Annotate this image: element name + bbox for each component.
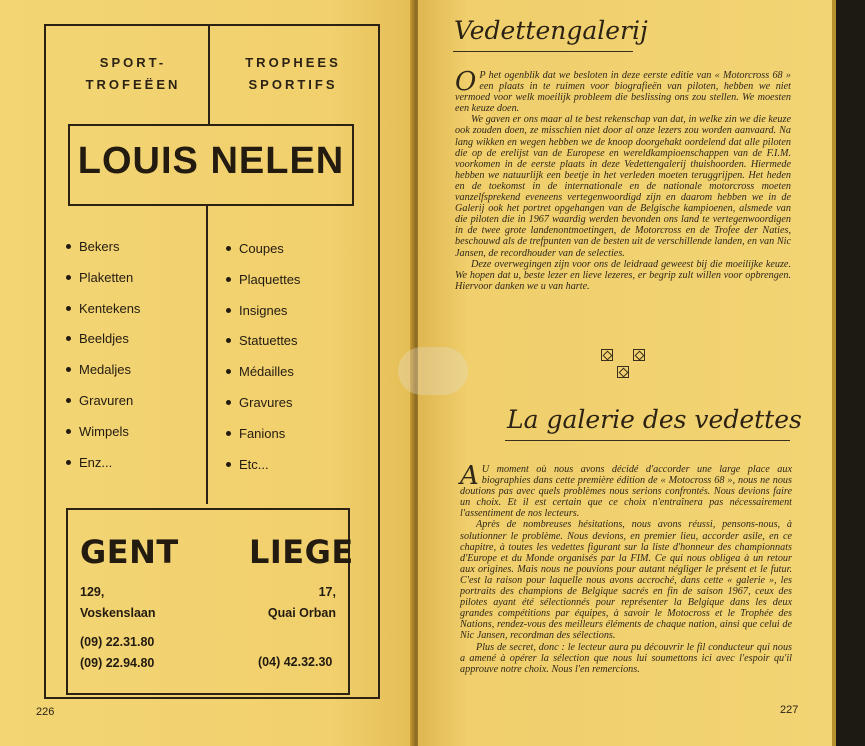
product-list-french [226,241,300,487]
product-item [226,395,300,426]
bullet-icon [226,400,231,405]
scan-border [836,0,865,746]
liege-number: 17, [318,585,336,599]
product-item-label: Wimpels [79,423,129,439]
watermark-stamp [398,347,468,395]
gent-phone-1: (09) 22.31.80 [80,635,155,649]
header-right-line1: TROPHEES [245,55,341,70]
bullet-icon [226,431,231,436]
product-item [66,362,140,393]
bullet-icon [66,367,71,372]
left-page [0,0,414,746]
bullet-icon [226,277,231,282]
product-item [226,333,300,364]
gent-address [80,582,156,624]
product-item [66,270,140,301]
bullet-icon [226,308,231,313]
header-right-line2: SPORTIFS [248,77,338,92]
bullet-icon [226,338,231,343]
nl-dropcap: O [455,67,477,97]
title-dutch: Vedettengalerij [454,16,648,45]
bullet-icon [66,336,71,341]
product-item-label: Gravures [239,394,293,410]
nl-paragraph-1-text: P het ogenblik dat we besloten in deze eerste editie van « Motorcross 68 » een plaats in te ruimen voor biografieën van piloten, hebben we niet vermoed voor welk moeilijk probleem die beslissing ons zou stellen. We moesten een keuze doen. [455,70,791,115]
gent-number: 129, [80,585,105,599]
gent-phone-2: (09) 22.94.80 [80,656,155,670]
bullet-icon [66,429,71,434]
product-item-label: Gravuren [79,392,134,408]
header-trophees-sportifs [228,52,358,96]
ornament-tile-1 [601,349,613,361]
nl-paragraph-1 [455,67,791,115]
product-item [66,424,140,455]
bullet-icon [66,398,71,403]
list-divider [206,206,208,504]
product-item [226,364,300,395]
header-left-line2: TROFEËEN [85,77,181,92]
product-item [226,241,300,272]
product-item [66,239,140,270]
nl-paragraph-3: Deze overwegingen zijn voor ons de leidraad geweest bij die moeilijke keuze. We hopen dat u, beste lezer en lieve lezeres, er begrip zult willen voor opbrengen. Hiervoor danken we u van harte. [455,258,791,292]
bullet-icon [226,369,231,374]
header-left-line1: SPORT- [99,55,167,70]
gent-street: Voskenslaan [80,606,156,620]
product-item [66,301,140,332]
title-french: La galerie des vedettes [507,405,802,434]
page-number-left: 226 [36,706,55,718]
product-item-label: Kentekens [79,300,141,316]
title-dutch-rule [453,51,633,52]
ornament-tile-2 [633,349,645,361]
bullet-icon [66,460,71,465]
product-item [226,303,300,334]
product-item [226,457,300,488]
gent-phones [80,632,154,674]
liege-phone: (04) 42.32.30 [258,655,333,669]
product-item-label: Plaketten [79,269,134,285]
bullet-icon [66,244,71,249]
product-item [66,331,140,362]
title-french-rule [505,440,790,441]
fr-paragraph-2: Après de nombreuses hésitations, nous avons réussi, pensons-nous, à solutionner le problème. Nous devions, en premier lieu, accorder asile, en ce chapitre, à toutes les vedettes figurant sur la liste d'honneur des championnats d'Europe et du Monde organisés par la FIM. Ce qui nous obligea à un retour aux origines. Mais nous ne pouvions pour autant négliger le présent et le futur. C'est la raison pour laquelle nous avons accroché, dans cette « galerie », les portraits des champions de Belgique sacrés en fin de saison 1967, ceux des pilotes ayant été sélectionnés pour représenter la Belgique dans les deux grandes compétitions par équipes, à savoir le Motocross et le Trophée des Nations, rendez-vous des meilleurs éléments de chaque nation, ainsi que celui de Nic Jansen, recordman des sélections. [460,519,792,642]
liege-address [250,582,336,624]
product-item [226,272,300,303]
product-item-label: Statuettes [239,333,298,349]
header-divider [208,24,210,124]
article-dutch [455,67,791,292]
product-item-label: Beeldjes [79,331,129,347]
fr-paragraph-1 [460,461,792,520]
product-item-label: Bekers [79,239,120,254]
product-list-dutch [66,239,140,485]
product-item-label: Medaljes [79,362,132,378]
bullet-icon [66,306,71,311]
city-liege: LIEGE [249,533,354,571]
fr-paragraph-1-text: U moment où nous avons décidé d'accorder une large place aux biographies dans cette première édition de « Motocross 68 », nous ne nous doutions pas avec quels problèmes nous serions confrontés. Nous devions faire un choix. Et il est certain que ce choix n'entraînera pas nécessairement l'assentiment de nos lecteurs. [460,464,792,520]
product-item-label: Etc... [239,456,269,472]
ornament-tile-3 [617,366,629,378]
page-number-right: 227 [780,704,799,716]
product-item [226,426,300,457]
product-item-label: Enz... [79,454,113,470]
fr-paragraph-3: Plus de secret, donc : le lecteur aura pu découvrir le fil conducteur qui nous a amené à opérer la sélection que nous lui soumettons ici avec l'espoir qu'il approuve notre choix. Nous l'en remercions. [460,641,792,675]
liege-street: Quai Orban [267,606,336,620]
bullet-icon [226,246,231,251]
product-item [66,393,140,424]
product-item [66,455,140,486]
header-sport-trofeeen [70,52,196,96]
city-gent: GENT [80,533,179,571]
product-item-label: Fanions [239,425,286,441]
article-french [460,461,792,675]
product-item-label: Coupes [239,241,284,256]
fr-dropcap: A [460,461,479,491]
product-item-label: Médailles [239,364,294,380]
nl-paragraph-2: We gaven er ons maar al te best rekenschap van dat, in welke zin we die keuze ook zouden doen, ze misschien niet door al onze lezers zou worden aanvaard. Na lang wikken en wegen hebben we de knoop doorgehakt oordelend dat alle piloten die op de erelijst van de Europese en wereldkampioenschappen van de F.I.M. voorkomen in de eerste plaats in deze Vedettengalerij thuishoorden. Hiermede hebben we natuurlijk een beetje in het verleden moeten teruggrijpen. Het heden en de toekomst in de internationale en de nationale motorcross moeten vanzelfsprekend eveneens vertegenwoordigd zijn en daarom hebben we in de Galerij ook het portret opgehangen van de Belgische kampioenen, alsmede van die piloten die in 1967 waardig werden bevonden ons land te vertegenwoordigen in de twee grote landenontmoetingen, de Motorcross en de Trofee der Naties, beschouwd als de trefpunten van de besten uit de verschillende landen, en van Nic Jansen, de recordhouder van de selecties. [455,114,791,259]
brand-name: LOUIS NELEN [77,140,345,182]
product-item-label: Insignes [239,302,288,318]
product-item-label: Plaquettes [239,271,301,287]
bullet-icon [226,462,231,467]
bullet-icon [66,275,71,280]
